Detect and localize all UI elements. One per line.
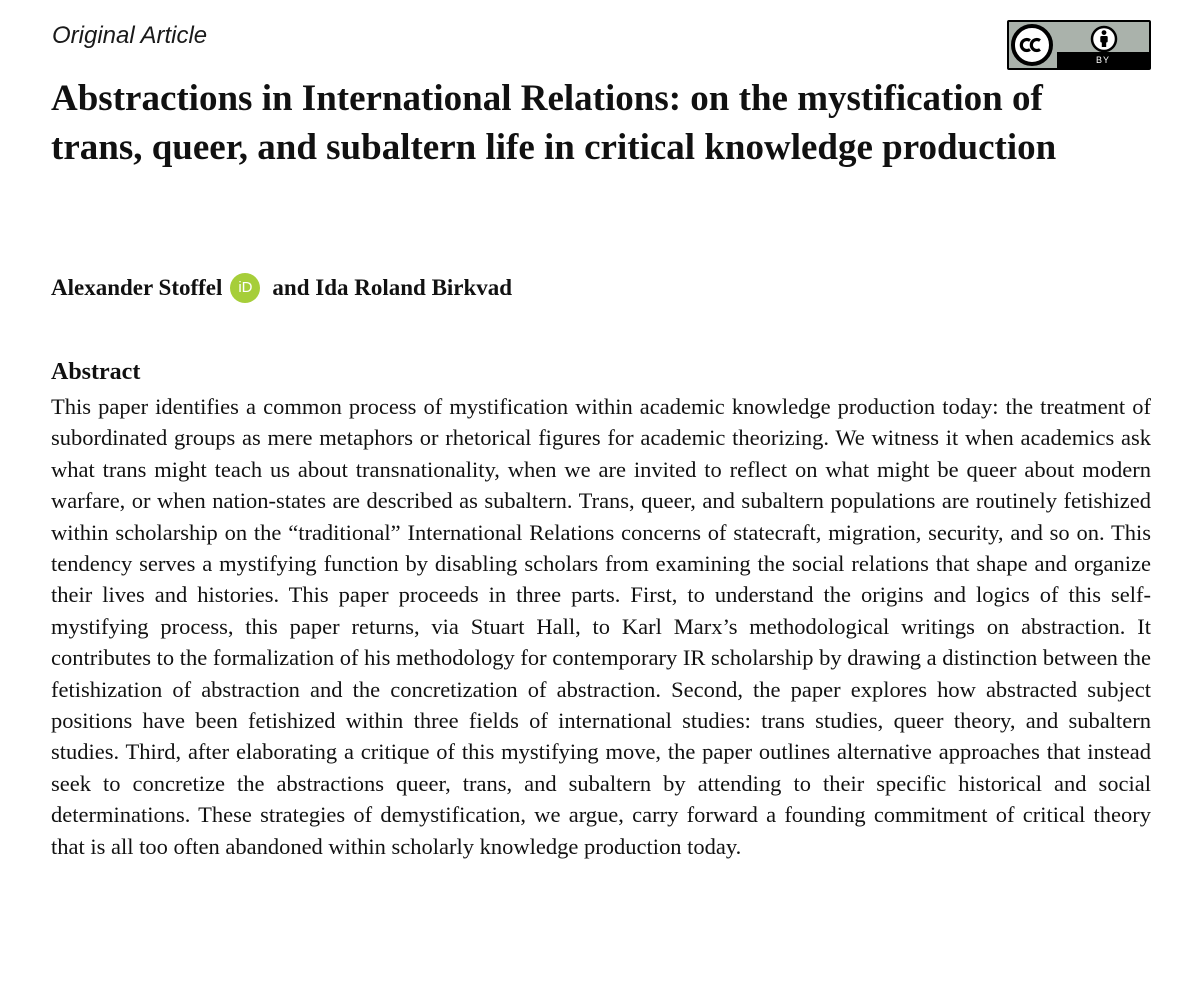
article-title: Abstractions in International Relations: on the mystification of trans, queer, and subaltern life in critical knowledge production <box>51 78 1057 168</box>
license-by-label: BY <box>1057 52 1149 68</box>
author-name[interactable]: Alexander Stoffel <box>51 275 223 300</box>
abstract-heading: Abstract <box>51 359 141 385</box>
cc-by-license-badge[interactable] <box>1007 20 1151 70</box>
author-line <box>51 273 512 303</box>
co-author-names: and Ida Roland Birkvad <box>272 275 513 300</box>
cc-icon <box>1008 21 1056 69</box>
article-type-label: Original Article <box>52 22 208 49</box>
abstract-body: This paper identifies a common process of mystification within academic knowledge production today: the treatment of subordinated groups as mere metaphors or rhetorical figures for academic theorizing. We witness it when academics ask what trans might teach us about transnationality, when we are invited to reflect on what might be queer about modern warfare, or when nation-states are described as subaltern. Trans, queer, and subaltern populations are routinely fetishized within scholarship on the “traditional” International Relations concerns of statecraft, migration, security, and so on. This tendency serves a mystifying function by disabling scholars from examining the social relations that shape and organize their lives and histories. This paper proceeds in three parts. First, to understand the origins and logics of this self-mystifying process, this paper returns, via Stuart Hall, to Karl Marx’s methodological writings on abstraction. It contributes to the formalization of his methodology for contemporary IR scholarship by drawing a distinction between the fetishization of abstraction and the concretization of abstraction. Second, the paper explores how abstracted subject positions have been fetishized within three fields of international studies: trans studies, queer theory, and subaltern studies. Third, after elaborating a critique of this mystifying move, the paper outlines alternative approaches that instead seek to concretize the abstractions queer, trans, and subaltern by attending to their specific historical and social determinations. These strategies of demystification, we argue, carry forward a founding commitment of critical theory that is all too often abandoned within scholarly knowledge production today. <box>51 394 1151 859</box>
attribution-person-icon <box>1089 24 1119 54</box>
orcid-icon[interactable]: iD <box>230 273 260 303</box>
